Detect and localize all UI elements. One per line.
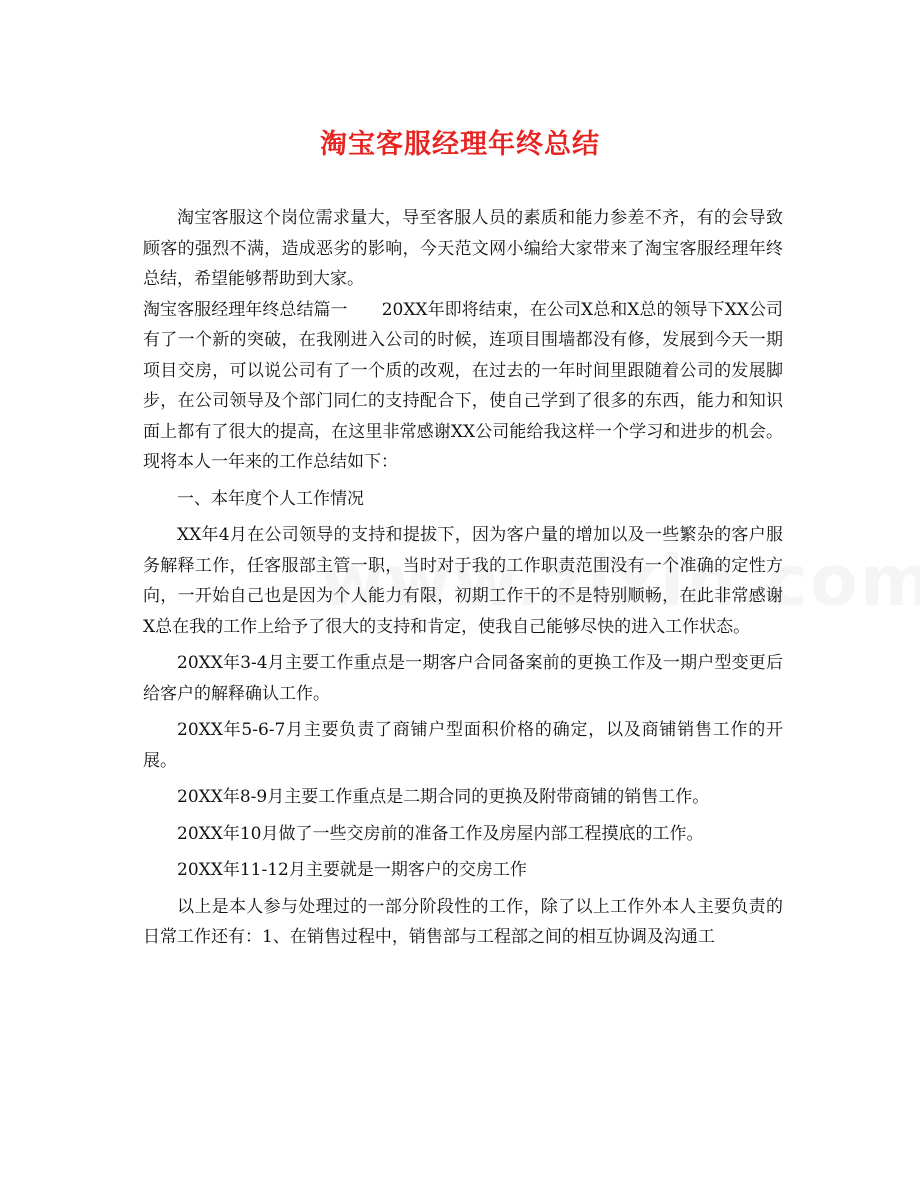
paragraph-heading: 一、本年度个人工作情况 [177, 488, 364, 509]
paragraph-october: 20XX年10月做了一些交房前的准备工作及房屋内部工程摸底的工作。 [177, 823, 704, 844]
paragraph-daily-work: 以上是本人参与处理过的一部分阶段性的工作，除了以上工作外本人主要负责的日常工作还有：1、在销售过程中，销售部与工程部之间的相互协调及沟通工 [143, 896, 783, 947]
paragraph-work-situation: XX年4月在公司领导的支持和提拔下，因为客户量的增加以及一些繁杂的客户服务解释工作，任客服部主管一职，当时对于我的工作职责范围没有一个准确的定性方向，一开始自己也是因为个人能力有限，初期工作干的不是特别顺畅，在此非常感谢X总在我的工作上给予了很大的支持和肯定，使我自己能够尽快的进入工作状态。 [143, 525, 783, 637]
document-body [143, 203, 783, 953]
paragraph-section-one: 淘宝客服经理年终总结篇一 20XX年即将结束，在公司X总和X总的领导下XX公司有了一个新的突破，在我刚进入公司的时候，连项目围墙都没有修，发展到今天一期项目交房，可以说公司有了一个质的改观，在过去的一年时间里跟随着公司的发展脚步，在公司领导及个部门同仁的支持配合下，使自己学到了很多的东西，能力和知识面上都有了很大的提高，在这里非常感谢XX公司能给我这样一个学习和进步的机会。现将本人一年来的工作总结如下： [143, 299, 783, 472]
paragraph-may-july: 20XX年5-6-7月主要负责了商铺户型面积价格的确定，以及商铺销售工作的开展。 [143, 720, 783, 771]
paragraph-nov-dec: 20XX年11-12月主要就是一期客户的交房工作 [177, 860, 527, 880]
document-title: 淘宝客服经理年终总结 [320, 129, 600, 160]
paragraph-intro: 淘宝客服这个岗位需求量大，导至客服人员的素质和能力参差不齐，有的会导致顾客的强烈不满，造成恶劣的影响，今天范文网小编给大家带来了淘宝客服经理年终总结，希望能够帮助到大家。 [143, 208, 783, 289]
paragraph-aug-sep: 20XX年8-9月主要工作重点是二期合同的更换及附带商铺的销售工作。 [177, 787, 710, 807]
paragraph-march-april: 20XX年3-4月主要工作重点是一期客户合同备案前的更换工作及一期户型变更后给客户的解释确认工作。 [143, 653, 783, 704]
